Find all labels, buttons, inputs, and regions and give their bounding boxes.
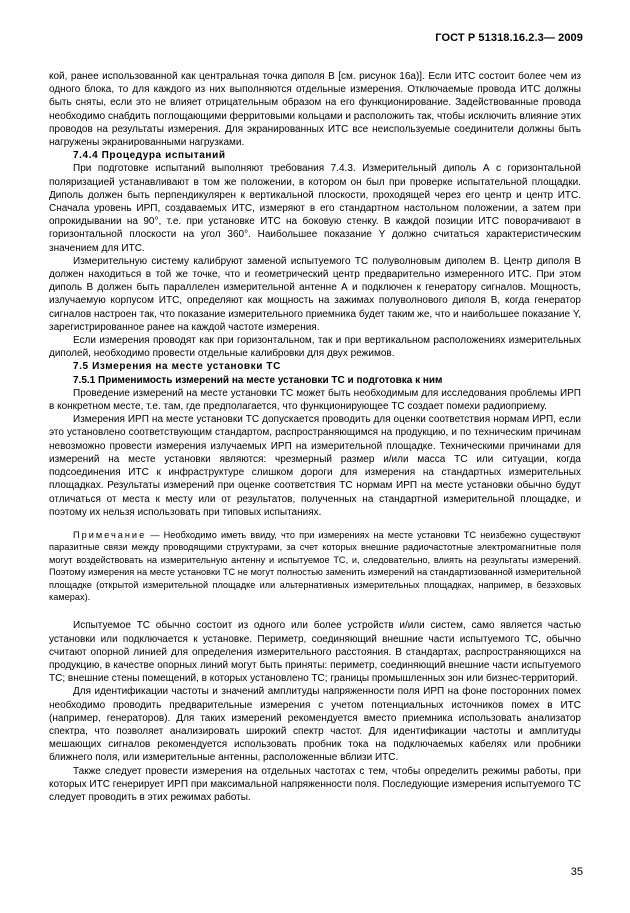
paragraph: Измерительную систему калибруют заменой испытуемого ТС полуволновым диполем В. Центр диполя В должен находиться в той же точке, что и геометрический центр предварительно измеренного ИТС. При этом диполь В должен быть параллелен измерительной антенне А и подключен к генератору сигналов. Мощность, излучаемую корпусом ИТС, определяют как мощность на зажимах полуволнового диполя В, когда генератор сигналов настроен так, что показание измерительного приемника будет таким же, что и наибольшее показание Y, зарегистрированное ранее на каждой частоте измерения. (49, 255, 581, 333)
section-heading-7-4-4: 7.4.4 Процедура испытаний (73, 150, 226, 162)
paragraph: При подготовке испытаний выполняют требования 7.4.3. Измерительный диполь А с горизонтальной поляризацией устанавливают в том же положении, в котором он был при проверке испытательной площадки. Диполь должен быть перпендикулярен к вертикальной плоскости, проходящей через его центр и центр ИТС. Сначала уровень ИРП, создаваемых ИТС, измеряют в его стандартном настольном положении, а затем при опрокидывании на 90°, т.е. при установке ИТС на боковую стенку. В каждой позиции ИТС поворачивают в горизонтальной плоскости на угол 360°. Наибольшее показание Y должно считаться характеристическим значением для ИТС. (49, 163, 581, 254)
note-label: Примечание (73, 529, 147, 540)
paragraph-continuation: кой, ранее использованной как центральная точка диполя В [см. рисунок 16а)]. Если ИТС состоит более чем из одного блока, то для каждого из них выполняются отдельные измерения. Отключаемые провода ИТС должны быть сняты, если это не влияет отрицательным образом на его функционирование. Задействованные провода необходимо снабдить поглощающими ферритовыми кольцами и расположить так, чтобы исключить влияние этих проводов на результаты измерения. Для экранированных ИТС все неиспользуемые соединители должны быть нагружены экранированными нагрузками. (49, 71, 581, 149)
document-header: ГОСТ Р 51318.16.2.3— 2009 (435, 32, 583, 44)
paragraph: Измерения ИРП на месте установки ТС допускается проводить для оценки соответствия нормам ИРП, если это установлено соответствующим стандартом, распространяющимся на продукцию, и по техническим причинам невозможно провести измерения излучаемых ИРП на измерительной площадке. Техническими причинами для измерений на месте установки являются: чрезмерный размер и/или масса ТС или ситуации, когда подсоединения ИТС к инфраструктуре слишком дороги для измерения на стандартных измерительных площадках. Результаты измерений при оценке соответствия ТС нормам ИРП на месте установки обычно будут отличаться от места к месту или от результатов, полученных на стандартной измерительной площадке, и поэтому их нельзя использовать при типовых испытаниях. (49, 414, 581, 518)
section-heading-7-5: 7.5 Измерения на месте установки ТС (73, 361, 281, 373)
paragraph: Для идентификации частоты и значений амплитуды напряженности поля ИРП на фоне посторонних помех необходимо проводить предварительные измерения с учетом потенциальных источников помех в ИТС (например, генераторов). Для таких измерений рекомендуется вместо приемника использовать анализатор спектра, что позволяет анализировать широкий спектр частот. Для идентификации частоты и амплитуды мешающих сигналов рекомендуется использовать пробник тока на подключаемых кабелях или пробники ближнего поля, или измерительные антенны, расположенные вблизи ИТС. (49, 686, 581, 764)
note-text: — Необходимо иметь ввиду, что при измерениях на месте установки ТС неизбежно существуют паразитные связи между проводящими структурами, за счет которых внешние радиочастотные электромагнитные поля могут воздействовать на измерительную антенну и испытуемое ТС, и, следовательно, влиять на результаты измерений. Поэтому измерения на месте установки ТС не могут полностью заменить измерений на стандартизованной измерительной площадке (открытой измерительной площадке или альтернативных измерительных площадках, например, в безэховых камерах). (49, 529, 581, 602)
paragraph: Испытуемое ТС обычно состоит из одного или более устройств и/или систем, само является частью установки или подключается к установке. Периметр, соединяющий внешние части испытуемого ТС, обычно считают опорной линией для определения измерительного расстояния. В стандартах, распространяющихся на продукцию, в качестве опорных линий могут быть приняты: периметр, соединяющий внешние части испытуемого ТС; внешние стены помещений, в которых установлено ТС; границы промышленных зон или бизнес-территорий. (49, 620, 581, 685)
paragraph: Также следует провести измерения на отдельных частотах с тем, чтобы определить режимы работы, при которых ИТС генерирует ИРП при максимальной напряженности поля. Последующие измерения испытуемого ТС следует проводить в этих режимах работы. (49, 765, 581, 803)
section-heading-7-5-1: 7.5.1 Применимость измерений на месте установки ТС и подготовка к ним (73, 374, 443, 386)
note-block (49, 529, 581, 603)
paragraph: Проведение измерений на месте установки ТС может быть необходимым для исследования проблемы ИРП в конкретном месте, т.е. там, где предполагается, что функционирующее ТС создает помехи радиоприему. (49, 387, 581, 413)
page-number: 35 (570, 866, 583, 878)
paragraph: Если измерения проводят как при горизонтальном, так и при вертикальном расположениях измерительных диполей, необходимо провести отдельные калибровки для двух режимов. (49, 335, 581, 360)
page-body (49, 70, 581, 804)
